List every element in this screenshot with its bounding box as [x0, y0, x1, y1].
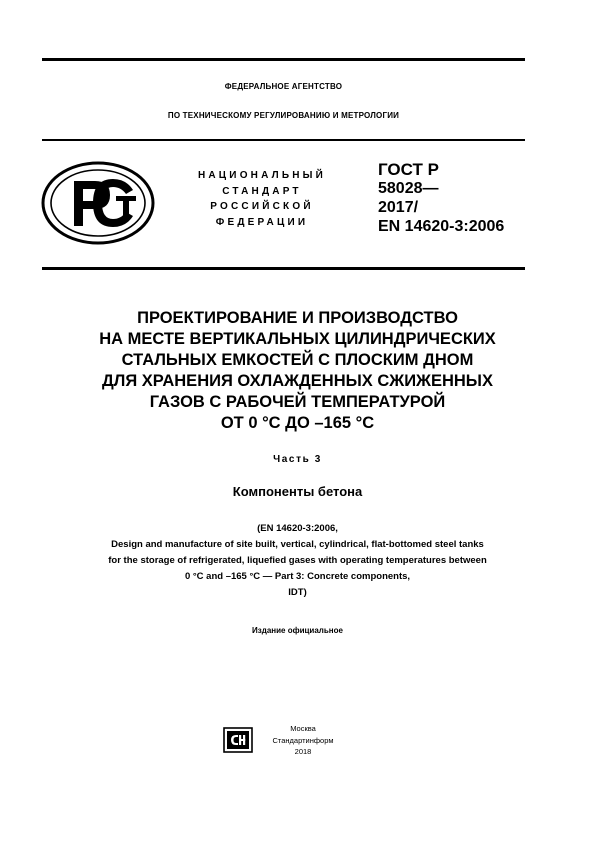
- middle-rule: [42, 139, 525, 141]
- title-line: СТАЛЬНЫХ ЕМКОСТЕЙ С ПЛОСКИМ ДНОМ: [121, 351, 474, 369]
- official-edition-note: Издание официальное: [252, 626, 343, 635]
- title-line: ДЛЯ ХРАНЕНИЯ ОХЛАЖДЕННЫХ СЖИЖЕННЫХ: [102, 372, 493, 390]
- top-rule: [42, 58, 525, 61]
- publisher-name: Стандартинформ: [272, 735, 334, 745]
- english-line: 0 °C and –165 °C — Part 3: Concrete components,: [184, 571, 411, 582]
- standard-type-line: РОССИЙСКОЙ: [210, 201, 314, 212]
- publisher-year: 2018: [294, 747, 312, 756]
- bottom-rule: [42, 267, 525, 270]
- title-line: НА МЕСТЕ ВЕРТИКАЛЬНЫХ ЦИЛИНДРИЧЕСКИХ: [99, 330, 496, 348]
- agency-line-2: ПО ТЕХНИЧЕСКОМУ РЕГУЛИРОВАНИЮ И МЕТРОЛОГИИ: [167, 111, 400, 120]
- agency-line-1: ФЕДЕРАЛЬНОЕ АГЕНТСТВО: [224, 82, 343, 91]
- rst-emblem-icon: [40, 160, 156, 246]
- part-subtitle: Компоненты бетона: [232, 484, 363, 499]
- standard-number: [378, 160, 528, 236]
- title-line: ПРОЕКТИРОВАНИЕ И ПРОИЗВОДСТВО: [137, 309, 458, 327]
- english-line: for the storage of refrigerated, liquefied gases with operating temperatures between: [108, 555, 487, 566]
- standard-type-line: ФЕДЕРАЦИИ: [215, 216, 309, 228]
- title-line: ОТ 0 °С ДО –165 °С: [220, 414, 375, 432]
- document-title: [20, 308, 575, 434]
- standard-number-line: ГОСТ Р: [378, 160, 439, 179]
- standard-number-line: EN 14620-3:2006: [378, 218, 505, 235]
- english-line: IDT): [288, 587, 307, 598]
- standartinform-logo-icon: [223, 727, 253, 753]
- standard-type: [176, 168, 348, 230]
- title-line: ГАЗОВ С РАБОЧЕЙ ТЕМПЕРАТУРОЙ: [149, 393, 446, 411]
- publisher-block: [258, 723, 348, 758]
- english-title: [20, 521, 575, 601]
- publisher-city: Москва: [290, 724, 316, 733]
- english-line: Design and manufacture of site built, vertical, cylindrical, flat-bottomed steel tanks: [111, 539, 484, 550]
- standard-type-line: НАЦИОНАЛЬНЫЙ: [197, 170, 327, 181]
- part-label: Часть 3: [273, 454, 322, 465]
- english-line: (EN 14620-3:2006,: [257, 523, 338, 534]
- standard-number-line: 2017/: [378, 199, 419, 216]
- standard-type-line: СТАНДАРТ: [222, 185, 302, 197]
- standard-number-line: 58028—: [378, 180, 439, 197]
